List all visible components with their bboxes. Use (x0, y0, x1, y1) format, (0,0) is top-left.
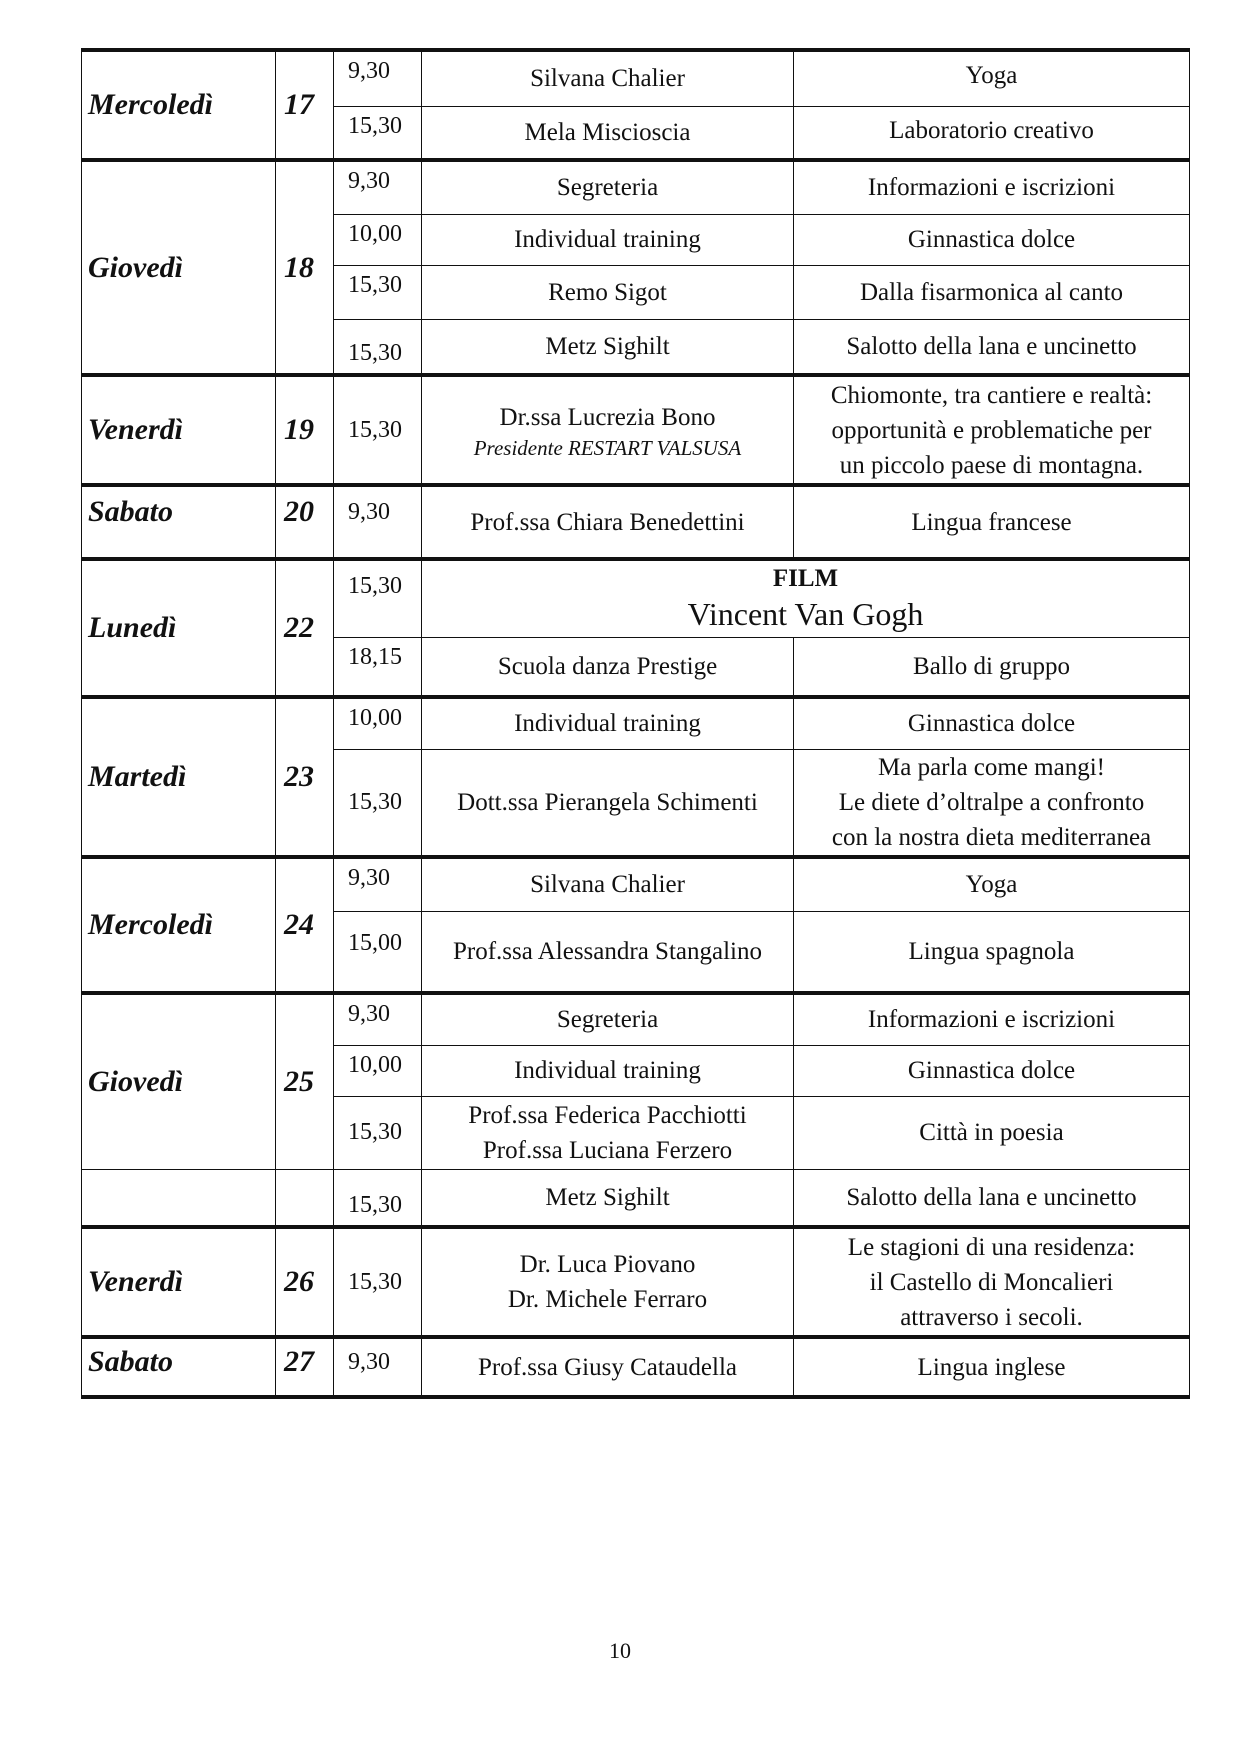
day-date: 19 (276, 375, 334, 485)
event-activity: Ginnastica dolce (794, 697, 1190, 749)
event-activity: Yoga (794, 50, 1190, 106)
day-name: Mercoledì (82, 857, 276, 993)
event-presenter: Individual training (422, 1045, 794, 1096)
day-date (276, 1169, 334, 1227)
schedule-row (82, 1337, 1190, 1397)
event-activity: Informazioni e iscrizioni (794, 993, 1190, 1045)
event-presenter: Prof.ssa Alessandra Stangalino (422, 911, 794, 993)
page-number: 10 (609, 1638, 631, 1663)
event-time: 10,00 (334, 214, 422, 265)
activity-line: Le stagioni di una residenza: (847, 1233, 1136, 1261)
event-activity: Salotto della lana e uncinetto (794, 319, 1190, 375)
event-activity: Salotto della lana e uncinetto (794, 1169, 1190, 1227)
day-name: Venerdì (82, 1227, 276, 1337)
event-presenter (422, 1227, 794, 1337)
activity-line: opportunità e problematiche per (831, 416, 1152, 444)
day-date: 25 (276, 993, 334, 1169)
event-time: 9,30 (334, 993, 422, 1045)
activity-line: Le diete d’oltralpe a confronto (838, 788, 1145, 816)
presenter-name: Dr.ssa Lucrezia Bono (499, 403, 716, 431)
schedule-row (82, 160, 1190, 214)
event-activity: Città in poesia (794, 1096, 1190, 1169)
schedule-row (82, 50, 1190, 106)
activity-line: con la nostra dieta mediterranea (831, 823, 1152, 851)
event-activity: Ballo di gruppo (794, 637, 1190, 697)
event-time: 9,30 (334, 485, 422, 559)
event-time: 15,30 (334, 319, 422, 375)
event-presenter: Individual training (422, 697, 794, 749)
activity-line: attraverso i secoli. (900, 1303, 1083, 1331)
day-name (82, 1169, 276, 1227)
film-title: Vincent Van Gogh (687, 595, 924, 632)
activity-line: un piccolo paese di montagna. (839, 451, 1144, 479)
day-date: 18 (276, 160, 334, 375)
schedule-row (82, 485, 1190, 559)
schedule-row (82, 857, 1190, 911)
day-name: Giovedì (82, 993, 276, 1169)
presenter-name: Dr. Luca Piovano (519, 1251, 696, 1278)
day-date: 22 (276, 559, 334, 697)
event-time: 15,30 (334, 106, 422, 160)
schedule-row (82, 1227, 1190, 1337)
presenter-name: Dr. Michele Ferraro (507, 1286, 708, 1313)
schedule-row (82, 1169, 1190, 1227)
event-presenter: Metz Sighilt (422, 319, 794, 375)
event-activity: Yoga (794, 857, 1190, 911)
event-presenter (422, 1096, 794, 1169)
event-time: 9,30 (334, 160, 422, 214)
event-time: 15,30 (334, 265, 422, 319)
event-activity (794, 749, 1190, 857)
activity-line: Chiomonte, tra cantiere e realtà: (830, 381, 1153, 409)
schedule-row (82, 375, 1190, 485)
event-time: 15,30 (334, 1169, 422, 1227)
day-date: 20 (276, 485, 334, 559)
schedule-table (81, 48, 1190, 1399)
event-presenter: Metz Sighilt (422, 1169, 794, 1227)
event-activity: Lingua spagnola (794, 911, 1190, 993)
presenter-name: Prof.ssa Luciana Ferzero (482, 1136, 733, 1164)
event-presenter: Segreteria (422, 993, 794, 1045)
event-time: 15,30 (334, 375, 422, 485)
event-activity: Lingua inglese (794, 1337, 1190, 1397)
day-date: 24 (276, 857, 334, 993)
presenter-name: Prof.ssa Federica Pacchiotti (468, 1101, 747, 1129)
day-date: 23 (276, 697, 334, 857)
event-time: 15,30 (334, 559, 422, 637)
day-name: Mercoledì (82, 50, 276, 160)
event-activity (794, 375, 1190, 485)
activity-line: Ma parla come mangi! (878, 753, 1105, 781)
event-activity: Ginnastica dolce (794, 214, 1190, 265)
event-time: 9,30 (334, 857, 422, 911)
event-time: 9,30 (334, 1337, 422, 1397)
schedule-row (82, 993, 1190, 1045)
event-time: 15,30 (334, 1227, 422, 1337)
event-presenter: Segreteria (422, 160, 794, 214)
event-activity: Laboratorio creativo (794, 106, 1190, 160)
event-activity: Ginnastica dolce (794, 1045, 1190, 1096)
day-date: 17 (276, 50, 334, 160)
schedule-row (82, 697, 1190, 749)
film-label: FILM (772, 564, 839, 592)
day-date: 26 (276, 1227, 334, 1337)
event-presenter: Prof.ssa Giusy Cataudella (422, 1337, 794, 1397)
presenter-role: Presidente RESTART VALSUSA (473, 435, 742, 460)
event-time: 18,15 (334, 637, 422, 697)
event-time: 15,00 (334, 911, 422, 993)
event-time: 15,30 (334, 1096, 422, 1169)
event-presenter: Remo Sigot (422, 265, 794, 319)
day-name: Sabato (82, 1337, 276, 1397)
day-name: Venerdì (82, 375, 276, 485)
event-presenter: Silvana Chalier (422, 857, 794, 911)
schedule-row (82, 559, 1190, 637)
film-cell (422, 559, 1190, 637)
event-presenter: Silvana Chalier (422, 50, 794, 106)
day-name: Martedì (82, 697, 276, 857)
day-name: Giovedì (82, 160, 276, 375)
event-time: 10,00 (334, 697, 422, 749)
day-date: 27 (276, 1337, 334, 1397)
activity-line: il Castello di Moncalieri (869, 1268, 1114, 1296)
event-activity: Lingua francese (794, 485, 1190, 559)
event-presenter: Mela Miscioscia (422, 106, 794, 160)
day-name: Sabato (82, 485, 276, 559)
event-presenter (422, 375, 794, 485)
event-presenter: Dott.ssa Pierangela Schimenti (422, 749, 794, 857)
event-time: 15,30 (334, 749, 422, 857)
day-name: Lunedì (82, 559, 276, 697)
event-presenter: Scuola danza Prestige (422, 637, 794, 697)
event-presenter: Prof.ssa Chiara Benedettini (422, 485, 794, 559)
event-activity: Informazioni e iscrizioni (794, 160, 1190, 214)
event-activity: Dalla fisarmonica al canto (794, 265, 1190, 319)
event-presenter: Individual training (422, 214, 794, 265)
event-time: 9,30 (334, 50, 422, 106)
event-activity (794, 1227, 1190, 1337)
event-time: 10,00 (334, 1045, 422, 1096)
